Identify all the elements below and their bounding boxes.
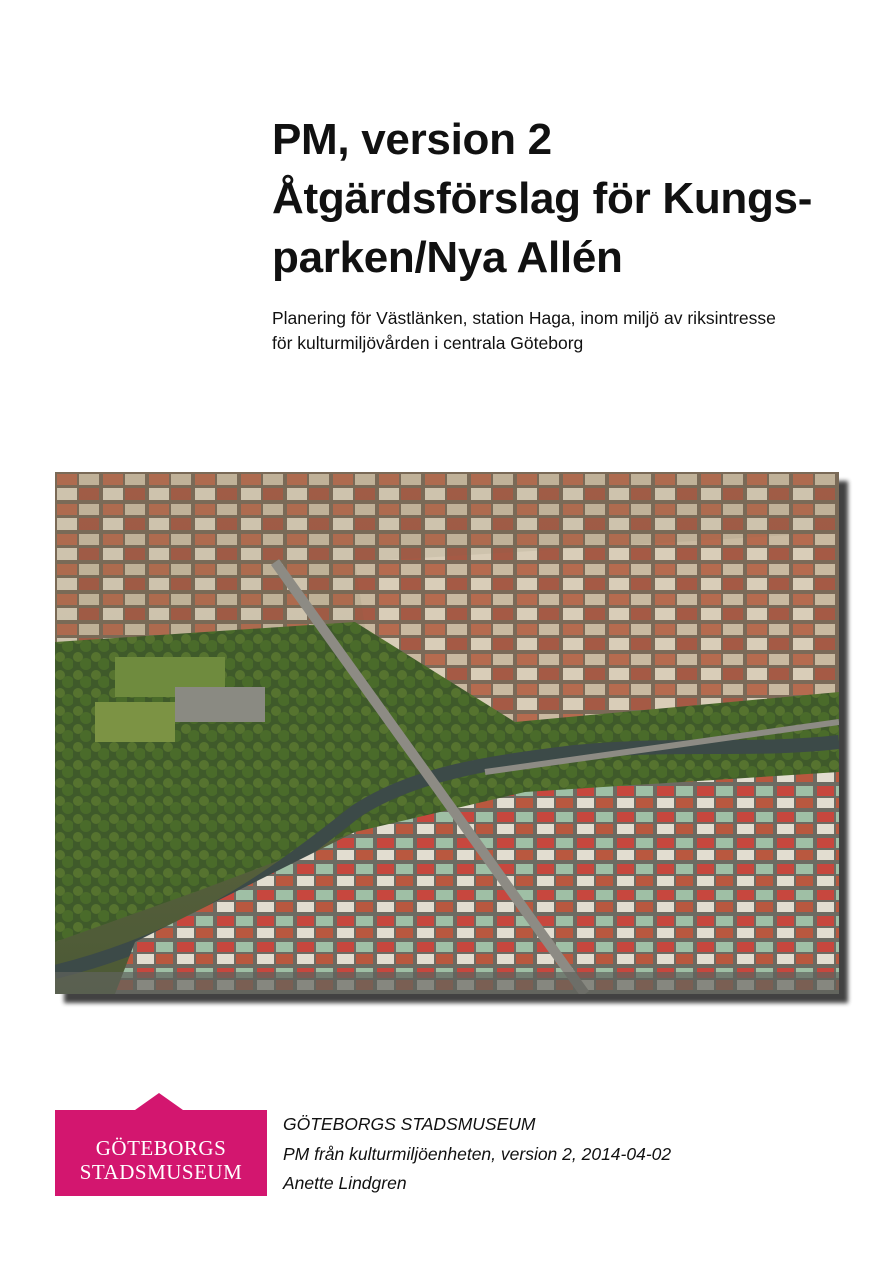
title-line-3: parken/Nya Allén	[272, 233, 623, 282]
document-subtitle	[272, 306, 872, 356]
cover-photo	[55, 472, 839, 994]
subtitle-line-1: Planering för Västlänken, station Haga, inom miljö av riksintresse	[272, 308, 776, 328]
footer-author: Anette Lindgren	[283, 1173, 407, 1193]
subtitle-line-2: för kulturmiljövården i centrala Göteborg	[272, 333, 584, 353]
logo-line-2: STADSMUSEUM	[79, 1160, 243, 1184]
logo-line-1: GÖTEBORGS	[95, 1136, 227, 1160]
aerial-city-photo-icon	[55, 472, 839, 994]
document-title	[272, 110, 872, 287]
title-line-2: Åtgärdsförslag för Kungs-	[272, 174, 813, 223]
footer-organization: GÖTEBORGS STADSMUSEUM	[283, 1114, 536, 1134]
title-line-1: PM, version 2	[272, 115, 552, 164]
museum-logo-text	[55, 1136, 267, 1184]
footer-document-info: PM från kulturmiljöenheten, version 2, 2014-04-02	[283, 1143, 672, 1164]
document-footer	[283, 1110, 671, 1199]
museum-logo	[55, 1093, 267, 1196]
